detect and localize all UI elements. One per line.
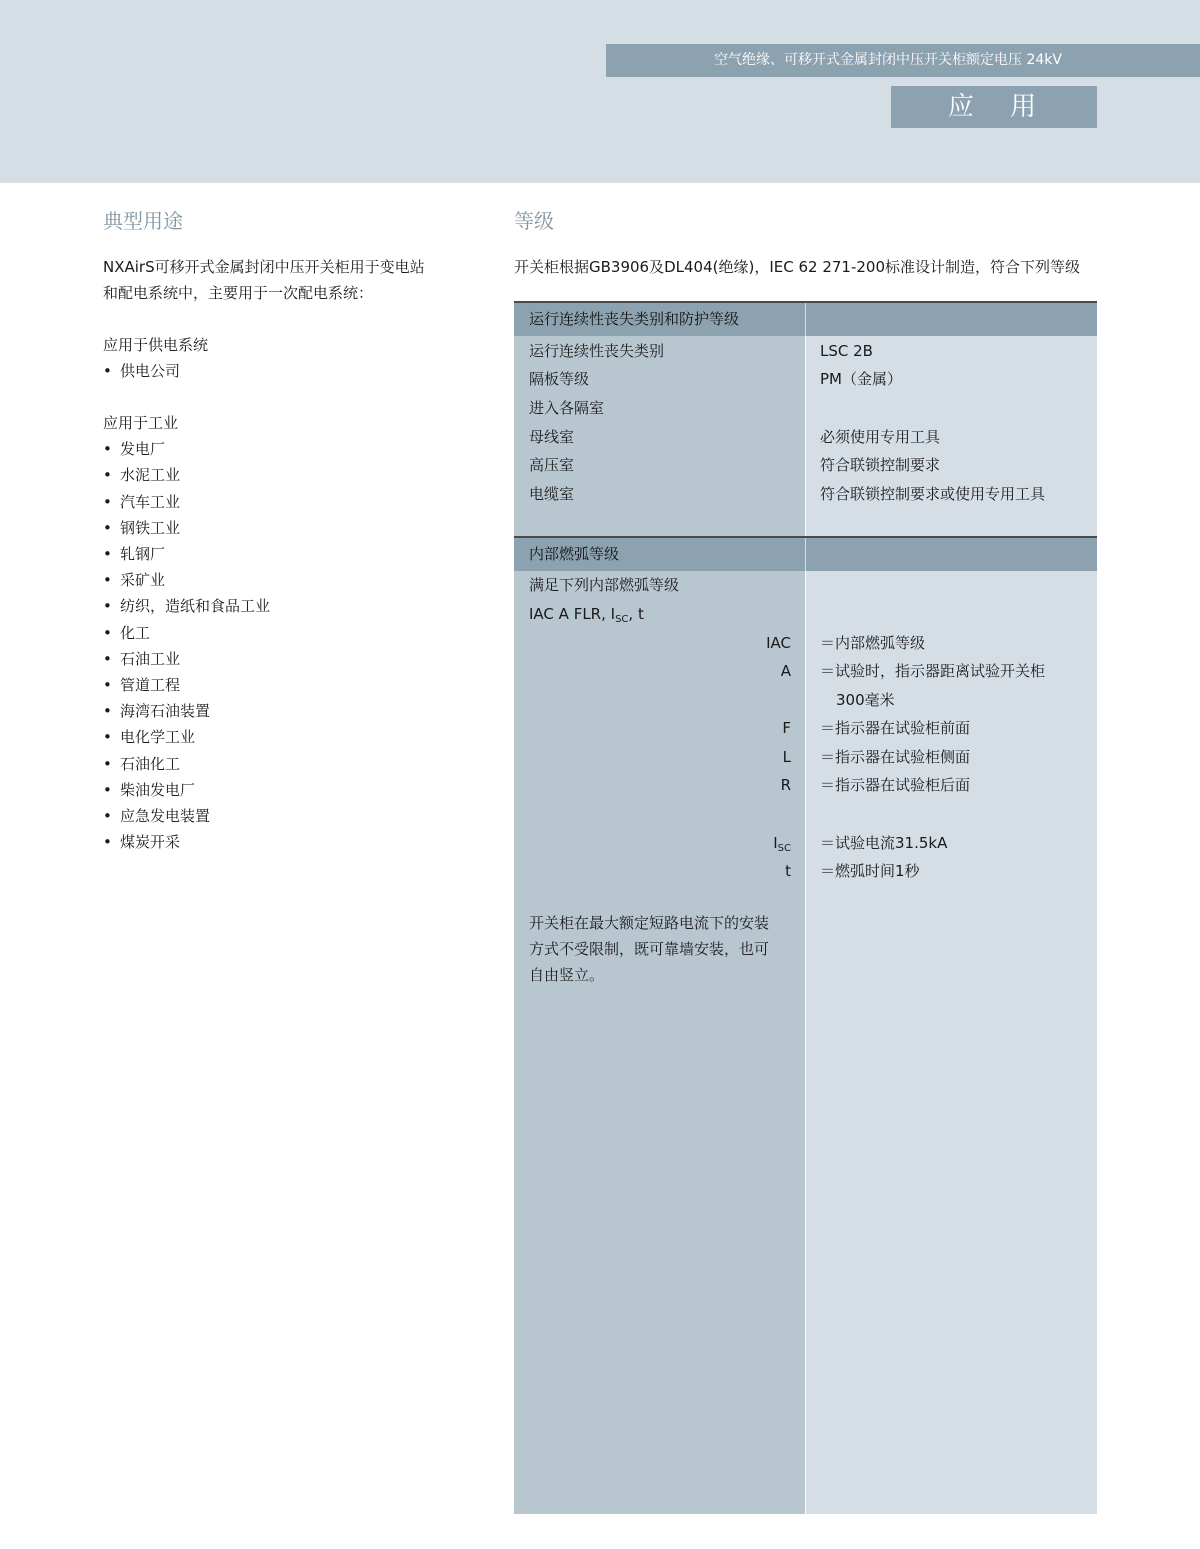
list-item: • 海湾石油装置 [103,698,483,724]
table-row: 高压室 符合联锁控制要求 [529,456,941,474]
classification-heading: 等级 [514,209,554,233]
lsc-group-header: 运行连续性丧失类别和防护等级 [514,303,1097,336]
definition-row: IAC ＝内部燃弧等级 [766,634,926,652]
section-tab: 应 用 [891,86,1097,128]
definition-row: F ＝指示器在试验柜前面 [782,719,971,737]
table-row: 满足下列内部燃弧等级 [529,576,680,594]
definition-row: 300毫米 [836,691,895,709]
table-row: 运行连续性丧失类别 LSC 2B [529,342,873,360]
list-item: • 采矿业 [103,567,483,593]
classification-intro: 开关柜根据GB3906及DL404(绝缘)，IEC 62 271-200标准设计制造，符合下列等级 [514,258,1081,276]
installation-note: 开关柜在最大额定短路电流下的安装 方式不受限制，既可靠墙安装，也可 自由竖立。 [529,914,770,984]
list-item: • 化工 [103,620,483,646]
list-item: • 汽车工业 [103,489,483,515]
definition-row: L ＝指示器在试验柜侧面 [782,748,971,766]
classification-column [514,208,1098,280]
definition-row: A ＝试验时，指示器距离试验开关柜 [780,662,1046,680]
industry-heading: 应用于工业 [103,414,179,433]
list-item: • 煤炭开采 [103,829,483,855]
typical-uses-heading: 典型用途 [103,209,183,233]
list-item: • 供电公司 [103,358,483,384]
list-item: • 石油工业 [103,646,483,672]
classification-table [514,301,1097,1514]
power-supply-heading: 应用于供电系统 [103,336,209,354]
typical-uses-intro [103,254,483,306]
industry-list [103,436,483,855]
list-item: • 纺织，造纸和食品工业 [103,593,483,619]
table-row: 隔板等级 PM（金属） [529,370,902,388]
table-row: 电缆室 符合联锁控制要求或使用专用工具 [529,485,1046,503]
list-item: • 应急发电装置 [103,803,483,829]
list-item: • 发电厂 [103,436,483,462]
iac-group-header: 内部燃弧等级 [514,538,1097,571]
iac-formula-row: IAC A FLR, $I_{SC}$, t [529,605,644,625]
definition-row: t ＝燃弧时间1秒 [785,862,920,880]
table-row: 母线室 必须使用专用工具 [529,428,941,446]
list-item: • 轧钢厂 [103,541,483,567]
list-item: • 钢铁工业 [103,515,483,541]
power-supply-list [103,358,483,384]
definition-row: R ＝指示器在试验柜后面 [780,776,971,794]
intro-line: 和配电系统中，主要用于一次配电系统： [103,284,374,302]
list-item: • 柴油发电厂 [103,777,483,803]
definition-row: $I_{SC}$ ＝试验电流31.5kA [773,834,948,854]
list-item: • 电化学工业 [103,724,483,750]
typical-uses-column [103,208,483,855]
list-item: • 管道工程 [103,672,483,698]
intro-line: NXAirS可移开式金属封闭中压开关柜用于变电站 [103,258,425,276]
document-title-bar: 空气绝缘、可移开式金属封闭中压开关柜额定电压 24kV [606,44,1200,77]
table-row: 进入各隔室 [529,399,605,417]
list-item: • 石油化工 [103,751,483,777]
list-item: • 水泥工业 [103,462,483,488]
